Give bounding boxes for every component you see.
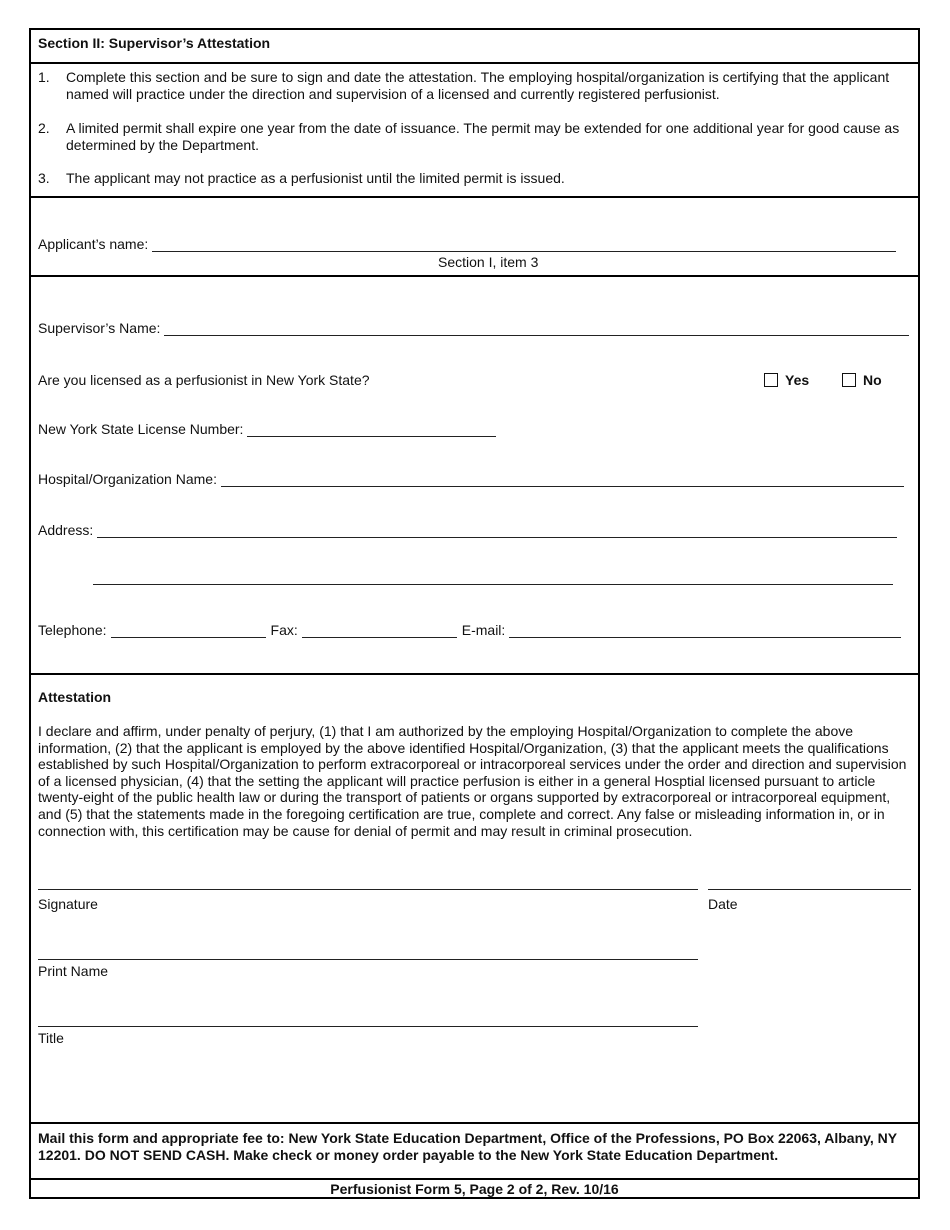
divider	[31, 1122, 918, 1124]
mail-instructions: Mail this form and appropriate fee to: New York State Education Department, Office of the Professions, PO Box 22063, Albany, NY 12201. DO NOT SEND CASH. Make check or money order payable to the New York State Education Department.	[38, 1130, 897, 1163]
title-label: Title	[38, 1030, 64, 1046]
divider	[31, 275, 918, 277]
email-label: E-mail:	[461, 622, 506, 638]
instruction-text: Complete this section and be sure to sign and date the attestation. The employing hospital/organization is certifying that the applicant named will practice under the direction and supervision of a licensed and currently registered perfusionist.	[66, 69, 890, 102]
yes-checkbox[interactable]	[764, 373, 778, 387]
section-title: Section II: Supervisor’s Attestation	[38, 35, 271, 51]
title-line[interactable]	[38, 1026, 698, 1027]
applicant-name-label: Applicant’s name:	[38, 236, 149, 252]
date-label: Date	[708, 896, 738, 912]
telephone-label: Telephone:	[38, 622, 107, 638]
organization-name-label: Hospital/Organization Name:	[38, 471, 217, 487]
instruction-number: 3.	[38, 170, 50, 186]
instruction-text: The applicant may not practice as a perfusionist until the limited permit is issued.	[66, 170, 565, 186]
supervisor-name-label: Supervisor’s Name:	[38, 320, 161, 336]
license-number-label: New York State License Number:	[38, 421, 244, 437]
date-line[interactable]	[708, 889, 911, 890]
address-row	[38, 522, 897, 538]
address-field-line1[interactable]	[97, 523, 897, 538]
yes-label: Yes	[785, 372, 810, 388]
applicant-name-row	[38, 236, 896, 252]
licensed-yes-option[interactable]	[764, 372, 809, 388]
instruction-number: 2.	[38, 120, 50, 136]
fax-label: Fax:	[270, 622, 298, 638]
divider	[31, 62, 918, 64]
form-footer: Perfusionist Form 5, Page 2 of 2, Rev. 10/16	[330, 1181, 619, 1197]
divider	[31, 1178, 918, 1180]
print-name-line[interactable]	[38, 959, 698, 960]
telephone-field[interactable]	[111, 623, 266, 638]
attestation-heading: Attestation	[38, 689, 112, 705]
fax-field[interactable]	[302, 623, 457, 638]
organization-name-field[interactable]	[221, 472, 904, 487]
applicant-name-note: Section I, item 3	[438, 254, 539, 270]
signature-label: Signature	[38, 896, 98, 912]
print-name-label: Print Name	[38, 963, 109, 979]
supervisor-name-row	[38, 320, 909, 336]
instruction-text: A limited permit shall expire one year from the date of issuance. The permit may be extended for one additional year for good cause as determined by the Department.	[66, 120, 900, 153]
email-field[interactable]	[509, 623, 901, 638]
divider	[31, 196, 918, 198]
form-frame	[29, 28, 920, 1199]
instruction-number: 1.	[38, 69, 50, 85]
signature-line[interactable]	[38, 889, 698, 890]
license-number-row	[38, 421, 496, 437]
applicant-name-field[interactable]	[152, 237, 896, 252]
contact-row	[38, 622, 901, 638]
attestation-text: I declare and affirm, under penalty of perjury, (1) that I am authorized by the employing Hospital/Organization to complete the above information, (2) that the applicant is employed by the above identified Hospital/Organization, (3) that the applicant meets the qualifications established by such Hospital/Organization to perform extracorporeal or intracorporeal services under the order and direction and supervision of a licensed physician, (4) that the setting the applicant will practice perfusion is either in a general Hosptial licensed pursuant to article twenty-eight of the public health law or during the transport of patients or organs supported by extracorporeal or intracorporeal equipment, and (5) that the statements made in the foregoing certification are true, complete and correct. Any false or misleading information in, or in connection with, this certification may be cause for denial of permit and may result in criminal prosecution.	[38, 723, 907, 839]
organization-name-row	[38, 471, 904, 487]
address-label: Address:	[38, 522, 94, 538]
no-checkbox[interactable]	[842, 373, 856, 387]
licensed-no-option[interactable]	[842, 372, 882, 388]
supervisor-name-field[interactable]	[164, 321, 909, 336]
divider	[31, 673, 918, 675]
no-label: No	[863, 372, 882, 388]
licensed-question: Are you licensed as a perfusionist in New York State?	[38, 372, 370, 388]
address-field-line2[interactable]	[93, 570, 893, 585]
license-number-field[interactable]	[247, 422, 496, 437]
